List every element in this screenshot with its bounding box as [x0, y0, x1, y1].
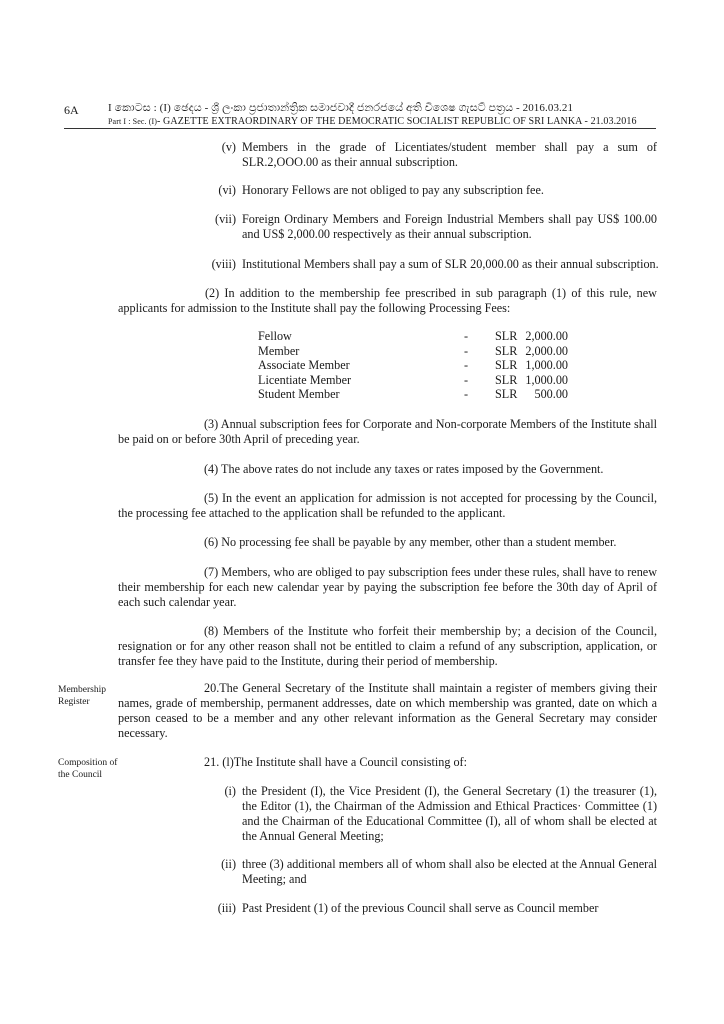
fee-dash: - — [464, 343, 469, 358]
fee-row — [258, 344, 578, 359]
item-number: (viii) — [211, 257, 236, 271]
item-number: (ii) — [221, 857, 236, 871]
fee-row — [258, 387, 578, 402]
fee-dash: - — [464, 387, 469, 402]
item-number: (vi) — [218, 183, 236, 197]
fee-currency: SLR — [495, 387, 518, 402]
rule-20: 20.The General Secretary of the Institute shall maintain a register of members giving their names, grade of membership, permanent addresses, date on which membership was granted, date on which a person ceased to be a member and any other relevant information as the General Secretary may consider necessary. — [118, 681, 657, 740]
fee-currency: SLR — [495, 343, 518, 358]
paragraph-2: (2) In addition to the membership fee prescribed in sub paragraph (1) of this rule, new applicants for admission to the Institute shall pay the following Processing Fees: — [118, 286, 657, 315]
fee-amount: 500.00 — [534, 387, 568, 402]
fee-amount: 2,000.00 — [525, 343, 568, 358]
fee-currency: SLR — [495, 372, 518, 387]
item-text: three (3) additional members all of whom shall also be elected at the Annual General Meeting; and — [242, 857, 657, 886]
fee-label: Associate Member — [258, 358, 350, 373]
processing-fees-table — [258, 329, 578, 402]
item-text: Past President (1) of the previous Council shall serve as Council member — [242, 901, 599, 915]
item-text: the President (I), the Vice President (I), the General Secretary (1) the treasurer (1), the Editor (1), the Chairman of the Admission and Ethical Practices· Committee (1) and the Chairman of the Educational Committee (I), all of whom shall be elected at the Annual General Meeting; — [242, 784, 657, 843]
fee-row — [258, 373, 578, 388]
fee-label: Student Member — [258, 387, 340, 402]
page-number: 6A — [64, 103, 79, 117]
paragraph-8: (8) Members of the Institute who forfeit their membership by; a decision of the Council, resignation or for any other reason shall not be entitled to claim a refund of any subscription, application, or transfer fee they have paid to the Institute, during their period of membership. — [118, 624, 657, 668]
item-text: Members in the grade of Licentiates/student member shall pay a sum of SLR.2,OOO.00 as their annual subscription. — [242, 140, 657, 169]
fee-label: Licentiate Member — [258, 372, 352, 387]
fee-amount: 1,000.00 — [525, 372, 568, 387]
fee-dash: - — [464, 329, 469, 343]
margin-note-composition-council — [58, 757, 117, 781]
item-text: Institutional Members shall pay a sum of SLR 20,000.00 as their annual subscription. — [242, 257, 659, 271]
fee-amount: 2,000.00 — [525, 329, 568, 343]
part-section: Part I : Sec. (I) — [108, 117, 158, 126]
margin-note-line: Register — [58, 697, 90, 707]
item-number: (v) — [221, 140, 236, 154]
fee-dash: - — [464, 358, 469, 373]
paragraph-7: (7) Members, who are obliged to pay subscription fees under these rules, shall have to renew their membership for each new calendar year by paying the subscription fee before the 30th day of April of each such calendar year. — [118, 565, 657, 609]
paragraph-5: (5) In the event an application for admission is not accepted for processing by the Council, the processing fee attached to the application shall be refunded to the applicant. — [118, 491, 657, 520]
fee-row — [258, 358, 578, 373]
fee-label: Member — [258, 343, 300, 358]
margin-note-line: Membership — [58, 685, 107, 695]
gazette-title-sinhala: I කොටස : (I) ඡෙදය - ශ්‍රී ලංකා ප්‍රජාතාන්ත්‍රික සමාජවාදී ජනරජයේ අති විශෙෂ ගැසට් පත්‍රය - 2016.03.21 — [108, 102, 574, 114]
fee-amount: 1,000.00 — [525, 358, 568, 373]
fee-row — [258, 329, 578, 344]
paragraph-6: (6) No processing fee shall be payable by any member, other than a student member. — [204, 535, 617, 549]
gazette-subtitle-text: - GAZETTE EXTRAORDINARY OF THE DEMOCRATIC SOCIALIST REPUBLIC OF SRI LANKA - 21.03.2016 — [157, 116, 637, 127]
fee-label: Fellow — [258, 329, 292, 343]
fee-currency: SLR — [495, 329, 518, 343]
item-text: Foreign Ordinary Members and Foreign Industrial Members shall pay US$ 100.00 and US$ 2,000.00 respectively as their annual subscription. — [242, 212, 657, 241]
margin-note-membership-register — [58, 684, 106, 708]
paragraph-4: (4) The above rates do not include any taxes or rates imposed by the Government. — [204, 462, 604, 476]
gazette-subtitle — [108, 116, 637, 127]
paragraph-3: (3) Annual subscription fees for Corporate and Non-corporate Members of the Institute shall be paid on or before 30th April of preceding year. — [118, 417, 657, 446]
margin-note-line: the Council — [58, 770, 103, 780]
header-divider — [64, 128, 656, 129]
fee-dash: - — [464, 372, 469, 387]
item-text: Honorary Fellows are not obliged to pay any subscription fee. — [242, 183, 544, 197]
fee-currency: SLR — [495, 358, 518, 373]
item-number: (iii) — [217, 901, 236, 915]
item-number: (vii) — [215, 212, 236, 226]
item-number: (i) — [224, 784, 236, 798]
margin-note-line: Composition of — [58, 758, 118, 768]
rule-21: 21. (l)The Institute shall have a Council consisting of: — [204, 755, 467, 769]
